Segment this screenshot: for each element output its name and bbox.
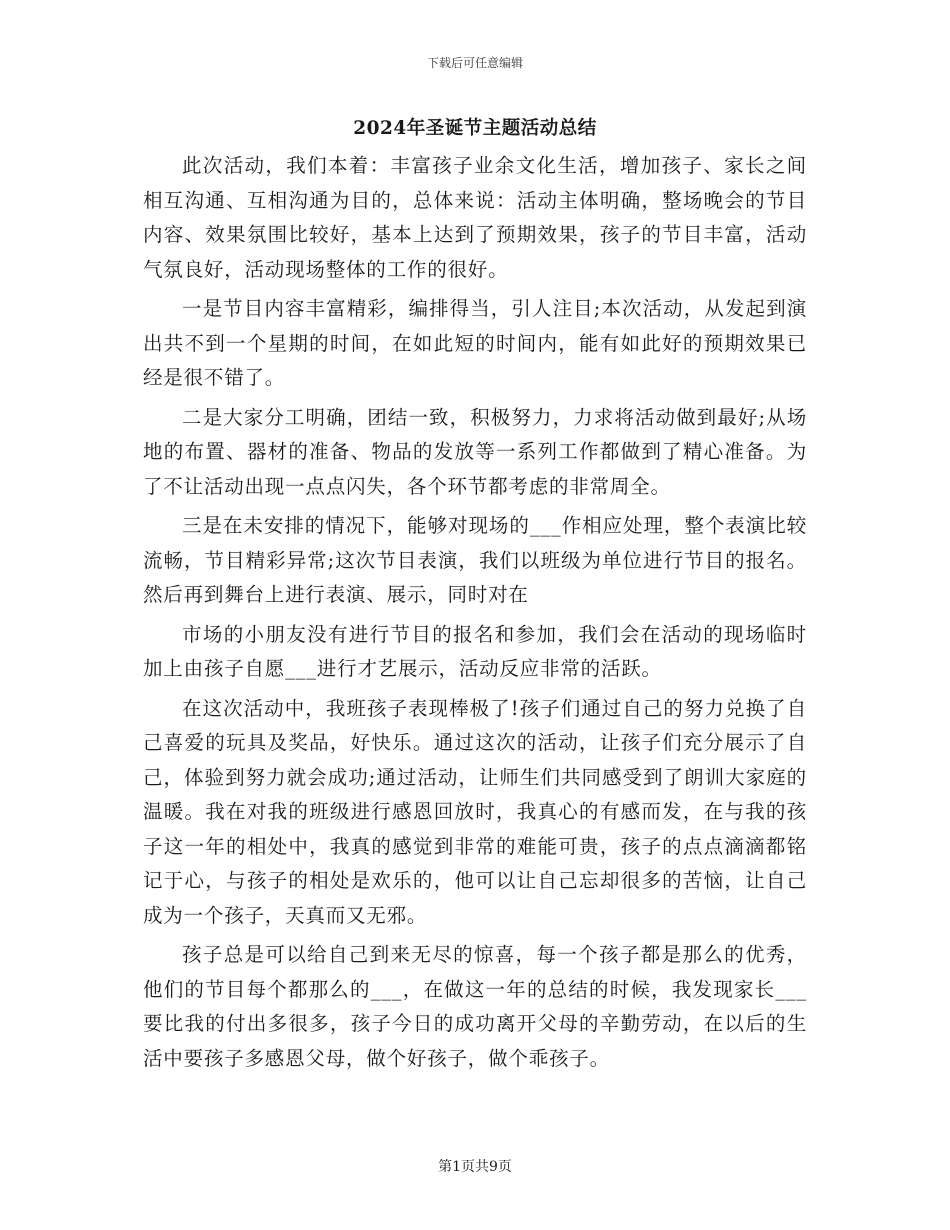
document-title: 2024年圣诞节主题活动总结	[353, 118, 597, 139]
paragraph: 三是在未安排的情况下，能够对现场的___作相应处理，整个表演比较流畅，节目精彩异常;这次节目表演，我们以班级为单位进行节目的报名。然后再到舞台上进行表演、展示，同时对在	[143, 514, 807, 606]
page-number: 第1页共9页	[438, 1159, 512, 1175]
header-note: 下载后可任意编辑	[426, 56, 523, 70]
paragraph: 一是节目内容丰富精彩，编排得当，引人注目;本次活动，从发起到演出共不到一个星期的时间，在如此短的时间内，能有如此好的预期效果已经是很不错了。	[143, 297, 807, 389]
paragraph: 在这次活动中，我班孩子表现棒极了!孩子们通过自己的努力兑换了自己喜爱的玩具及奖品，好快乐。通过这次的活动，让孩子们充分展示了自己，体验到努力就会成功;通过活动，让师生们共同感受到了朗训大家庭的温暖。我在对我的班级进行感恩回放时，我真心的有感而发，在与我的孩子这一年的相处中，我真的感觉到非常的难能可贵，孩子的点点滴滴都铭记于心，与孩子的相处是欢乐的，他可以让自己忘却很多的苦恼，让自己成为一个孩子，天真而又无邪。	[143, 696, 807, 927]
document-body	[143, 149, 807, 1081]
paragraph: 二是大家分工明确，团结一致，积极努力，力求将活动做到最好;从场地的布置、器材的准备、物品的发放等一系列工作都做到了精心准备。为了不让活动出现一点点闪失，各个环节都考虑的非常周全。	[143, 405, 807, 498]
paragraph: 孩子总是可以给自己到来无尽的惊喜，每一个孩子都是那么的优秀，他们的节目每个都那么的___，在做这一年的总结的时候，我发现家长___要比我的付出多很多，孩子今日的成功离开父母的辛勤劳动，在以后的生活中要孩子多感恩父母，做个好孩子，做个乖孩子。	[143, 943, 807, 1070]
paragraph: 市场的小朋友没有进行节目的报名和参加，我们会在活动的现场临时加上由孩子自愿___进行才艺展示，活动反应非常的活跃。	[143, 622, 807, 680]
paragraph: 此次活动，我们本着：丰富孩子业余文化生活，增加孩子、家长之间相互沟通、互相沟通为目的，总体来说：活动主体明确，整场晚会的节目内容、效果氛围比较好，基本上达到了预期效果，孩子的节目丰富，活动气氛良好，活动现场整体的工作的很好。	[143, 154, 807, 281]
